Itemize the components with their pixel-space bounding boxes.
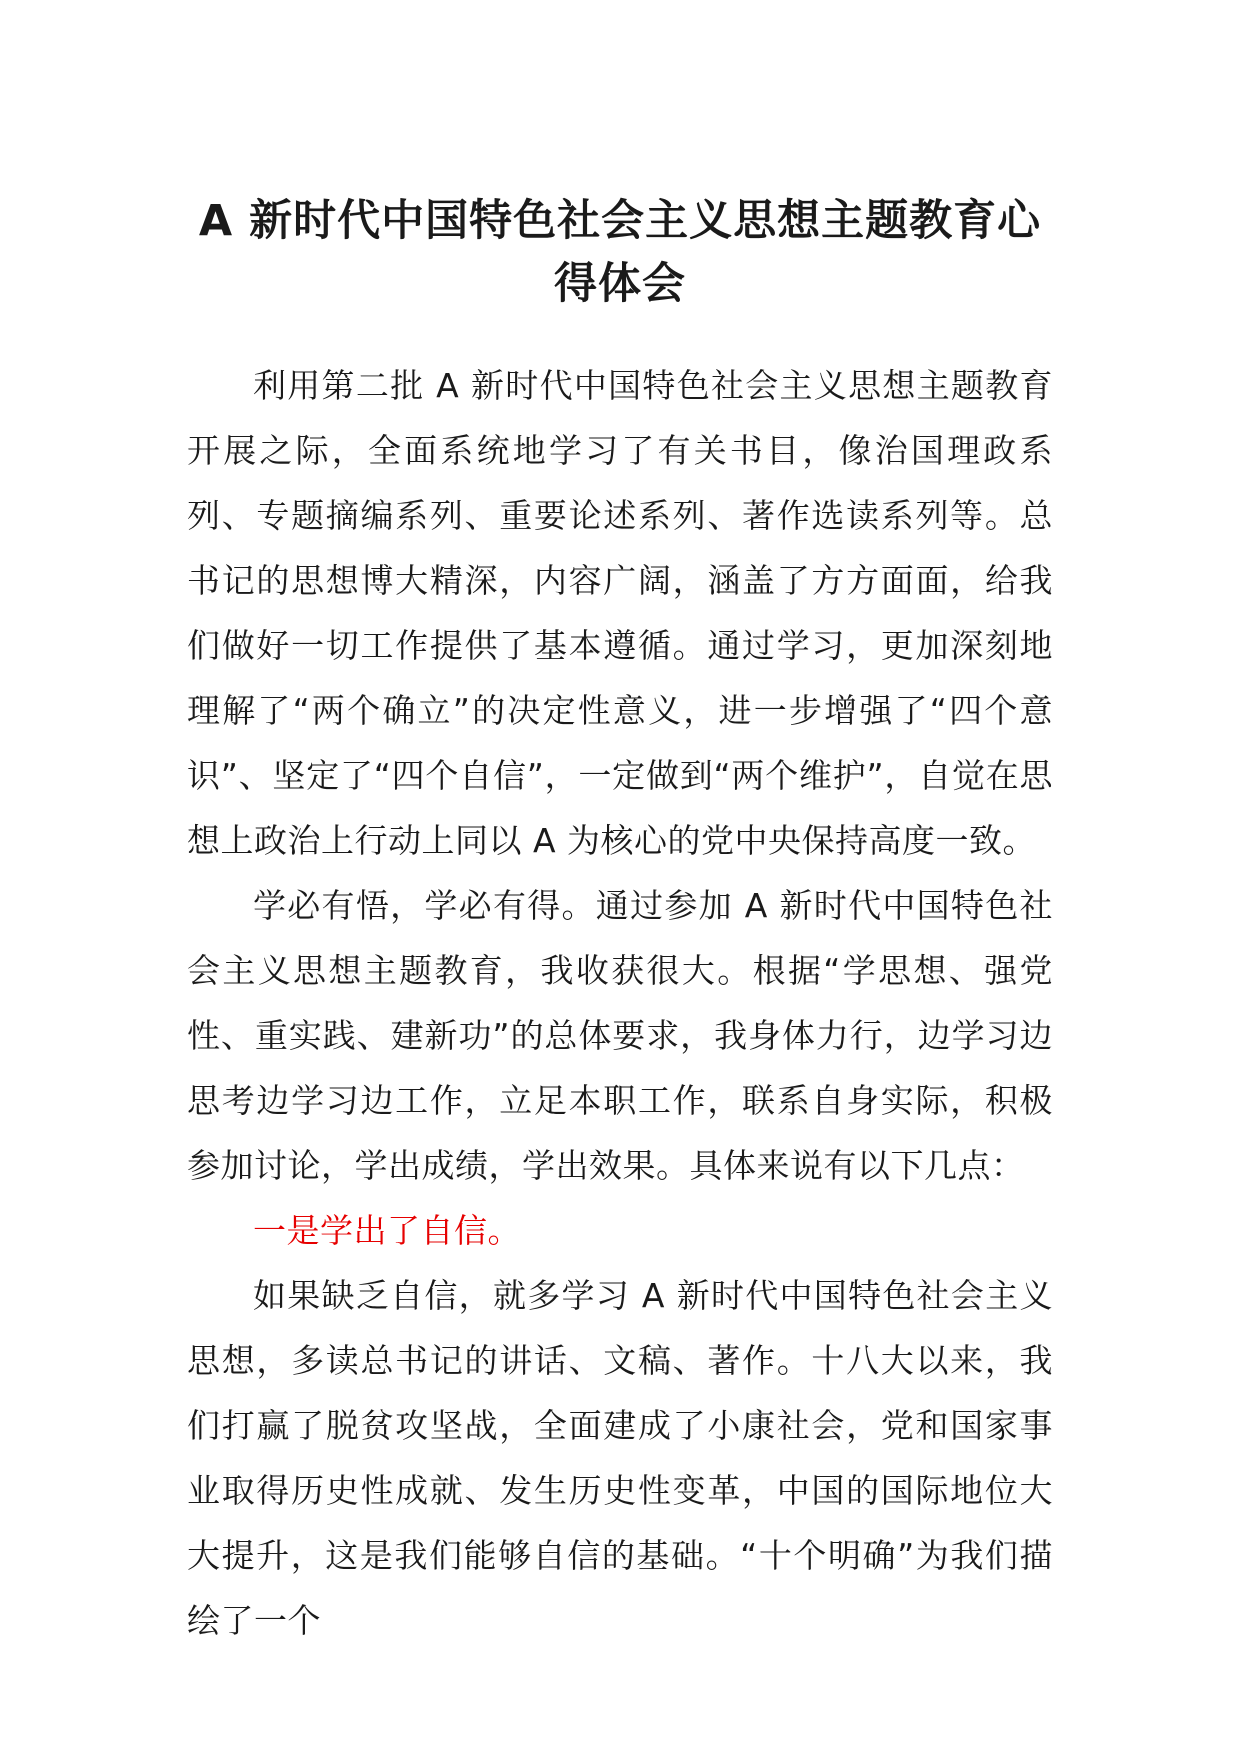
document-page — [187, 190, 1053, 1653]
paragraph-intro: 利用第二批 A 新时代中国特色社会主义思想主题教育开展之际，全面系统地学习了有关书目，像治国理政系列、专题摘编系列、重要论述系列、著作选读系列等。总书记的思想博大精深，内容广阔，涵盖了方方面面，给我们做好一切工作提供了基本遵循。通过学习，更加深刻地理解了“两个确立”的决定性意义，进一步增强了“四个意识”、坚定了“四个自信”，一定做到“两个维护”，自觉在思想上政治上行动上同以 A 为核心的党中央保持高度一致。 — [187, 366, 1053, 860]
section-heading-confidence: 一是学出了自信。 — [253, 1211, 521, 1250]
document-body — [187, 353, 1053, 1653]
document-title: A 新时代中国特色社会主义思想主题教育心得体会 — [198, 196, 1042, 309]
paragraph-confidence: 如果缺乏自信，就多学习 A 新时代中国特色社会主义思想，多读总书记的讲话、文稿、著作。十八大以来，我们打赢了脱贫攻坚战，全面建成了小康社会，党和国家事业取得历史性成就、发生历史性变革，中国的国际地位大大提升，这是我们能够自信的基础。“十个明确”为我们描绘了一个 — [187, 1276, 1053, 1640]
paragraph-study-gains: 学必有悟，学必有得。通过参加 A 新时代中国特色社会主义思想主题教育，我收获很大。根据“学思想、强党性、重实践、建新功”的总体要求，我身体力行，边学习边思考边学习边工作，立足本职工作，联系自身实际，积极参加讨论，学出成绩，学出效果。具体来说有以下几点： — [187, 886, 1053, 1185]
